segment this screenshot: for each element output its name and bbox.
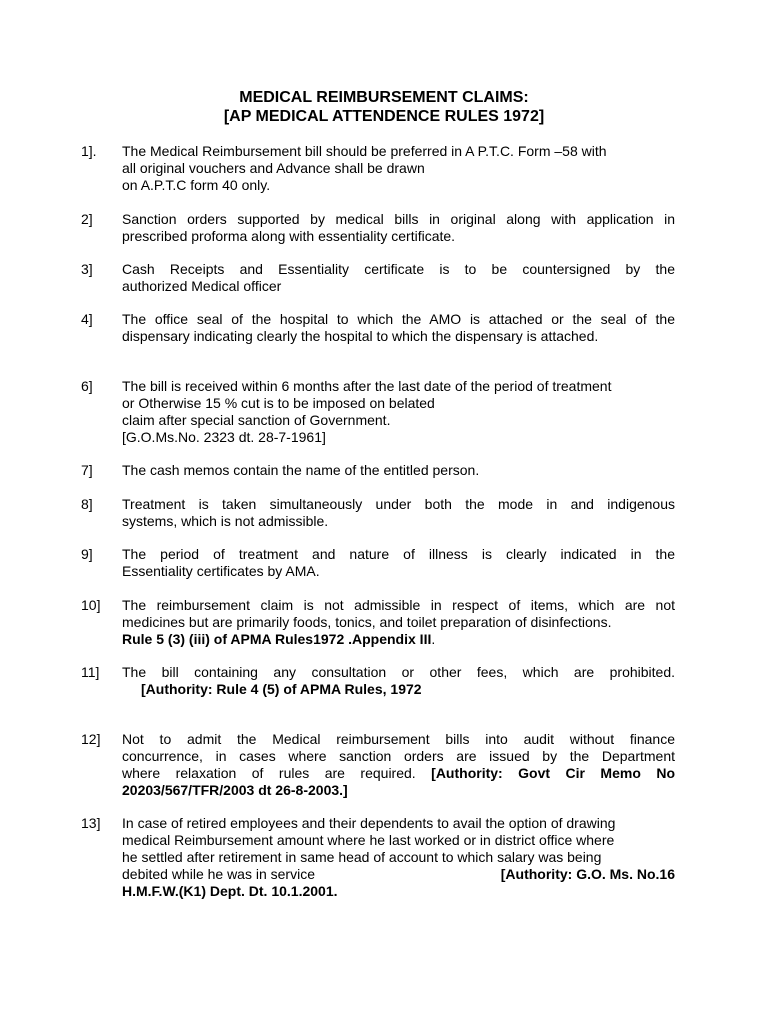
item-number: 11] [81, 664, 100, 680]
item-number: 7] [81, 462, 93, 478]
list-item [81, 462, 675, 479]
list-item [81, 311, 675, 345]
authority-reference: [Authority: Rule 4 (5) of APMA Rules, 1972 [141, 681, 422, 697]
item-text: In case of retired employees and their dependents to avail the option of drawing [122, 815, 616, 831]
authority-reference: 20203/567/TFR/2003 dt 26-8-2003.] [122, 782, 348, 798]
rule-reference-bold: Rule 5 (3) (iii) of APMA Rules1972 .Appendix III [122, 631, 432, 647]
item-text: The office seal of the hospital to which the AMO is attached or the seal of the [122, 311, 675, 327]
item-text: medicines but are primarily foods, tonics, and toilet preparation of disinfections. [122, 614, 612, 630]
item-text: he settled after retirement in same head of account to which salary was being [122, 849, 602, 865]
item-text: The period of treatment and nature of illness is clearly indicated in the [122, 546, 675, 562]
item-number: 1]. [81, 143, 97, 159]
item-text: authorized Medical officer [122, 278, 282, 294]
item-number: 10] [81, 597, 101, 613]
item-text: [G.O.Ms.No. 2323 dt. 28-7-1961] [122, 429, 326, 445]
item-text: prescribed proforma along with essentiality certificate. [122, 228, 456, 244]
item-number: 9] [81, 546, 93, 562]
rule-reference [122, 631, 675, 648]
item-text: medical Reimbursement amount where he last worked or in district office where [122, 832, 615, 848]
item-number: 4] [81, 311, 93, 327]
list-item [81, 378, 675, 446]
list-item [81, 815, 675, 900]
item-text: The cash memos contain the name of the entitled person. [122, 462, 480, 478]
item-text [122, 866, 675, 883]
item-text: Not to admit the Medical reimbursement bills into audit without finance [122, 731, 675, 747]
list-item [81, 731, 675, 799]
item-text: Essentiality certificates by AMA. [122, 563, 320, 579]
item-text: systems, which is not admissible. [122, 513, 329, 529]
item-text [122, 765, 675, 782]
list-item [81, 261, 675, 295]
list-item [81, 143, 675, 194]
item-text: The Medical Reimbursement bill should be preferred in A P.T.C. Form –58 with [122, 143, 607, 159]
list-item [81, 664, 675, 698]
item-text: claim after special sanction of Government. [122, 412, 391, 428]
item-text: The bill is received within 6 months after the last date of the period of treatment [122, 378, 612, 394]
list-item [81, 546, 675, 580]
rule-reference-tail: . [431, 631, 436, 647]
list-item [81, 496, 675, 530]
item-text: Sanction orders supported by medical bills in original along with application in [122, 211, 675, 227]
authority-reference: H.M.F.W.(K1) Dept. Dt. 10.1.2001. [122, 883, 338, 899]
item-text: Treatment is taken simultaneously under both the mode in and indigenous [122, 496, 675, 512]
item-text-part: where relaxation of rules are required. [122, 765, 432, 781]
item-text: on A.P.T.C form 40 only. [122, 177, 271, 193]
item-number: 8] [81, 496, 93, 512]
item-text: The bill containing any consultation or other fees, which are prohibited. [122, 664, 675, 680]
item-text: dispensary indicating clearly the hospital to which the dispensary is attached. [122, 328, 599, 344]
item-text: The reimbursement claim is not admissible in respect of items, which are not [122, 597, 675, 613]
item-number: 12] [81, 731, 101, 747]
authority-reference: [Authority: Govt Cir Memo No [431, 765, 676, 781]
item-text-part: debited while he was in service [122, 866, 315, 882]
item-text: or Otherwise 15 % cut is to be imposed on belated [122, 395, 435, 411]
item-number: 6] [81, 378, 93, 394]
item-text: Cash Receipts and Essentiality certificate is to be countersigned by the [122, 261, 675, 277]
item-number: 3] [81, 261, 93, 277]
list-item [81, 597, 675, 648]
item-text: all original vouchers and Advance shall be drawn [122, 160, 425, 176]
item-number: 2] [81, 211, 93, 227]
list-item [81, 211, 675, 245]
authority-reference: [Authority: G.O. Ms. No.16 [500, 866, 675, 882]
item-text: concurrence, in cases where sanction orders are issued by the Department [122, 748, 675, 764]
document-title: MEDICAL REIMBURSEMENT CLAIMS: [239, 89, 529, 106]
item-number: 13] [81, 815, 101, 831]
document-subtitle: [AP MEDICAL ATTENDENCE RULES 1972] [223, 108, 545, 125]
